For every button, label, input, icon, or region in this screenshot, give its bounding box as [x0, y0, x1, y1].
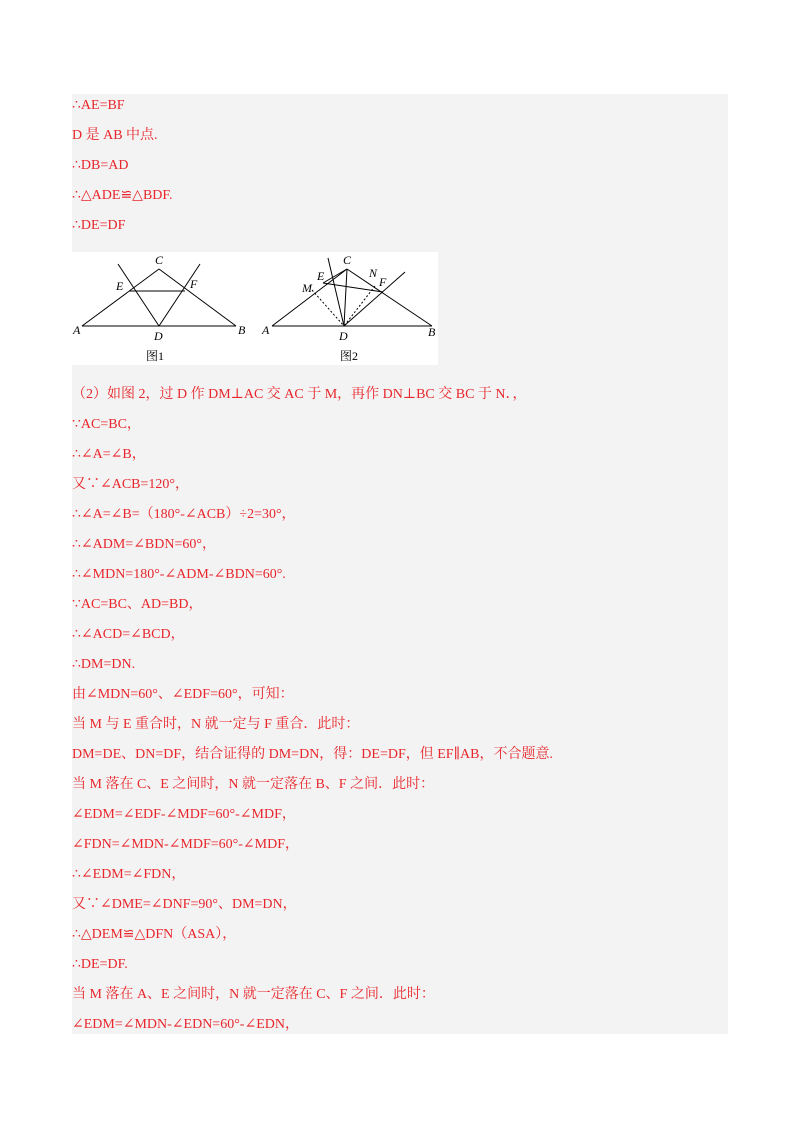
fig2-label-C: C: [343, 253, 352, 267]
solution-line: ∴DE=DF.: [72, 957, 128, 972]
solution-line: ∴∠EDM=∠FDN，: [72, 867, 186, 882]
solution-line: DM=DE、DN=DF，结合证得的 DM=DN，得：DE=DF，但 EF∥AB，不合题意.: [72, 747, 554, 762]
solution-content: [72, 94, 728, 1034]
fig2-label-N: N: [369, 266, 378, 280]
solution-line: ∴∠A=∠B=（180°-∠ACB）÷2=30°，: [72, 507, 296, 522]
solution-line: ∴∠MDN=180°-∠ADM-∠BDN=60°.: [72, 567, 286, 582]
solution-line: ∠EDM=∠EDF-∠MDF=60°-∠MDF，: [72, 807, 296, 822]
fig1-label-B: B: [238, 323, 246, 337]
solution-line: ∵AC=BC、AD=BD，: [72, 597, 203, 612]
geometry-figure: [72, 252, 438, 365]
solution-line: ∴∠ACD=∠BCD，: [72, 627, 185, 642]
solution-line: ∠EDM=∠MDN-∠EDN=60°-∠EDN，: [72, 1017, 299, 1032]
figure-2-dashed: [312, 286, 375, 326]
solution-line: ∴△ADE≌△BDF.: [72, 188, 173, 203]
fig1-label-A: A: [73, 323, 81, 337]
solution-line: 当 M 落在 C、E 之间时，N 就一定落在 B、F 之间．此时：: [72, 777, 435, 792]
solution-line: ∴∠ADM=∠BDN=60°，: [72, 537, 216, 552]
figure-svg: [72, 252, 438, 365]
solution-line: ∵AC=BC，: [72, 417, 141, 432]
fig2-caption: 图2: [340, 349, 359, 363]
fig2-label-M: M: [302, 281, 312, 295]
solution-line: 当 M 落在 A、E 之间时，N 就一定落在 C、F 之间．此时：: [72, 987, 435, 1002]
fig1-label-D: D: [154, 329, 163, 343]
fig1-label-F: F: [190, 277, 198, 291]
solution-line: 由∠MDN=60°、∠EDF=60°，可知：: [72, 687, 294, 702]
fig2-label-B: B: [428, 325, 436, 339]
solution-line: ∴DE=DF: [72, 218, 126, 233]
solution-line: ∴DB=AD: [72, 158, 129, 173]
solution-line: ∠FDN=∠MDN-∠MDF=60°-∠MDF，: [72, 837, 300, 852]
solution-line: 又∵∠DME=∠DNF=90°、DM=DN，: [72, 897, 297, 912]
fig2-label-F: F: [379, 275, 387, 289]
fig2-label-E: E: [317, 269, 325, 283]
fig1-label-C: C: [155, 253, 164, 267]
figure-1: [82, 264, 236, 326]
solution-line: 又∵∠ACB=120°，: [72, 477, 190, 492]
solution-line: ∴∠A=∠B，: [72, 447, 146, 462]
solution-line: ∴△DEM≌△DFN（ASA），: [72, 927, 237, 942]
solution-line: ∴DM=DN.: [72, 657, 136, 672]
fig1-caption: 图1: [146, 349, 165, 363]
fig2-label-A: A: [262, 323, 270, 337]
fig1-label-E: E: [116, 279, 124, 293]
fig2-label-D: D: [339, 329, 348, 343]
solution-line: ∴AE=BF: [72, 98, 125, 113]
solution-line: （2）如图 2，过 D 作 DM⊥AC 交 AC 于 M，再作 DN⊥BC 交 BC 于 N．，: [72, 387, 527, 402]
solution-line: D 是 AB 中点.: [72, 128, 158, 143]
solution-line: 当 M 与 E 重合时，N 就一定与 F 重合．此时：: [72, 717, 360, 732]
